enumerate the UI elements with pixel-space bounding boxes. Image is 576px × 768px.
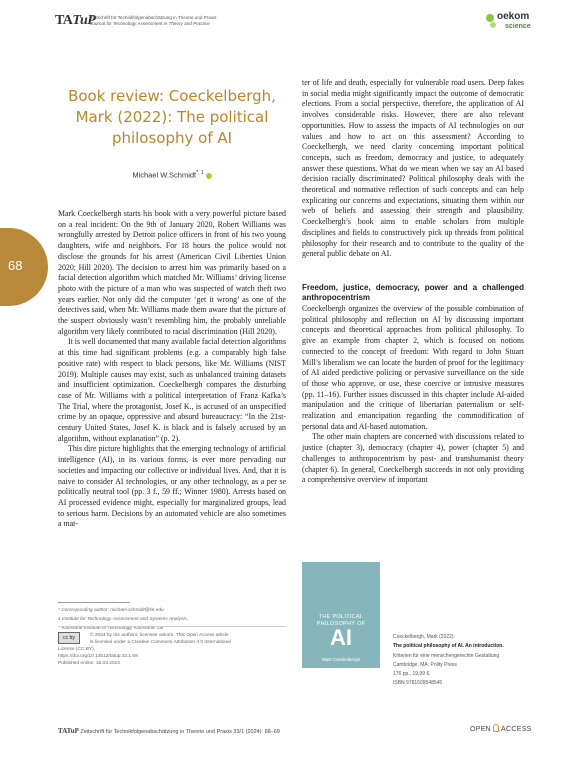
- book-cover-author: Mark Coeckelbergh: [321, 657, 361, 662]
- paragraph: Coeckelbergh organizes the overview of the possible combination of political philosophy and reflection on AI by discussing important concepts and theoretical approaches from political philosophy. To give an example from chapter 2, which is focused on notions connected to the concept of freedom: With regard to John Stuart Mill’s liberalism we can locate the burden of proof for the legitimacy of AI aided predictive policing or pervasive surveillance on the side of those who approve, or use, these coercive or intrusive measures (pp. 11–16). Further issues discussed in this chapter include AI-aided manipulation and the critique of libertarian paternalism or self-realization and emancipation regarding the commodification of personal data and AI-based automation.: [302, 304, 524, 431]
- article-title: Book review: Coeckelbergh, Mark (2022): The political philosophy of AI: [68, 87, 276, 147]
- footnotes: [58, 607, 286, 635]
- paragraph: This dire picture highlights that the emerging technology of artificial intelligence (AI), in its various forms, is ever more pervading our societies and impacting our collective or individual lives. And, that it is naive to consider AI technologies, or any other technology, as a per se politically neutral tool (pp. 3 f., 59 ff.; Winner 1980). Arrests based on AI processed evidence might, especially for marginalized groups, lead to serious harm. Decisions by an automated vehicle are also sometimes a mat-: [58, 444, 286, 529]
- body-column-right: [302, 78, 524, 260]
- publisher-logo-dot-icon: [486, 14, 494, 22]
- body-column-left: [58, 209, 286, 530]
- doi-link[interactable]: https://doi.org/10.14512/tatup.33.1.68: [58, 654, 138, 660]
- paragraph: Mark Coeckelbergh starts his book with a very powerful picture based on a real incident: On the 9th of January 2020, Robert Williams was wrongfully arrested by Detroit police officers in front of his two young daughters, wife and neighbors. For 18 hours the police would not disclose the grounds for his arrest (American Civil Liberties Union 2020; Hill 2020). The decision to arrest him was primarily based on a facial detection algorithm which matched Mr. Williams’ driving license photo with the picture of a man who was suspected of watch theft two years earlier. Not only did the computer ‘get it wrong’ as one of the detectives said, when Mr. Williams made them aware that the picture of the suspect obviously wasn’t resembling him, the probably unreliable algorithm very likely contributed to racial discrimination (Hill 2020).: [58, 209, 286, 336]
- paragraph: ter of life and death, especially for vulnerable road users. Deep fakes in social media might significantly impact the outcome of democratic elections. From a social perspective, therefore, the application of AI involves considerable risks. However, there are also relevant opportunities. How to assess the impacts of AI technologies on our values and how to act on this assessment? According to Coeckelbergh, we need clarity concerning important political concepts, such as freedom, democracy and justice, to adequately answer these questions. What do we mean when we say an AI based decision racially discriminated? Political philosophy deals with the theoretical and normative reflection of such concepts and can help explicating our concerns and expectations, situating them within our web of beliefs and assessing their strength and plausibility. Coeckelbergh’s book aims to enable scholars from multiple disciplines and fields to constructively pick up threads from political philosophy for their research and to contribute to the quality of the general public debate on AI.: [302, 78, 524, 259]
- page-number: 68: [8, 258, 23, 273]
- article-author: Michael W.Schmidt$^{*, 1}$: [58, 170, 286, 180]
- paragraph: It is well documented that many available facial detection algorithms at this time had significant problems (e.g. a comparably high false positive rate) with respect to black persons, like Mr. Williams (NIST 2019). Multiple causes may exist, such as unbalanced training datasets and insufficient optimization. Coeckelbergh compares the disturbing case of Mr. Williams with a political interpretation of Franz Kafka’s The Trial, where the protagonist, Josef K., is accused of an unspecified crime by an opaque, oppressive and absurd bureaucracy: “In the 21st-century United States, Josef K. is black and is falsely accused by an algorithm, without explanation” (p. 2).: [58, 337, 287, 443]
- section-heading: Freedom, justice, democracy, power and a challenged anthropocentrism: [302, 283, 524, 302]
- publisher-logo: oekom: [497, 11, 530, 22]
- license-divider: [58, 626, 286, 627]
- orcid-icon[interactable]: [206, 173, 212, 179]
- publisher-logo-sub: science: [505, 23, 531, 30]
- book-info: Coeckelbergh, Mark (2022): The political philosophy of AI. An introduction. Kriterien für eine menschengerechte Gestaltung Cambridge, MA: Polity Press 176 pp., 19,99 €, ISBN 9781509548545: [393, 634, 504, 687]
- open-access-lock-icon: [493, 724, 499, 732]
- footnote-affiliation: 1 Institute for Technology Assessment and Systems Analysis, Karlsruhe Institute of Technology, Karlsruhe, DE: [58, 617, 189, 632]
- publisher-logo-dot-icon: [490, 22, 496, 28]
- journal-name: Zeitschrift für Technikfolgenabschätzung in Theorie und Praxis Journal for Technology Assessment in Theory and Practice: [90, 15, 217, 26]
- page-footer: TATuP Zeitschrift für Technikfolgenabschätzung in Theorie und Praxis 33/1 (2024): 68–69: [58, 727, 280, 735]
- paragraph: The other main chapters are concerned with discussions related to justice (chapter 3), democracy (chapter 4), power (chapter 5) and challenges to anthropocentrism by post- and transhumanist theory (chapter 6). In general, Coeckelbergh succeeds in not only providing a comprehensive overview of important: [302, 432, 524, 485]
- open-access-badge: OPEN ACCESS: [470, 726, 532, 733]
- book-cover-title: THE POLITICAL PHILOSOPHY OF: [316, 614, 366, 627]
- license-text: © 2024 by the authors; licensee oekom. This Open Access article is licensed under a Creative Commons Attribution 4.0 International: [90, 633, 231, 646]
- license-details: License (CC BY). https://doi.org/10.14512/tatup.33.1.68 Published online: 15.03.2024: [58, 646, 286, 668]
- footnote-corresponding: * Corresponding author: michael.schmidt@kit.edu: [58, 608, 164, 613]
- body-column-right-section: [302, 283, 524, 486]
- book-cover-big-title: AI: [330, 625, 352, 650]
- footnote-divider: [58, 602, 130, 603]
- journal-logo: TATuP: [55, 13, 96, 28]
- cc-by-license-icon[interactable]: cc by: [58, 632, 80, 644]
